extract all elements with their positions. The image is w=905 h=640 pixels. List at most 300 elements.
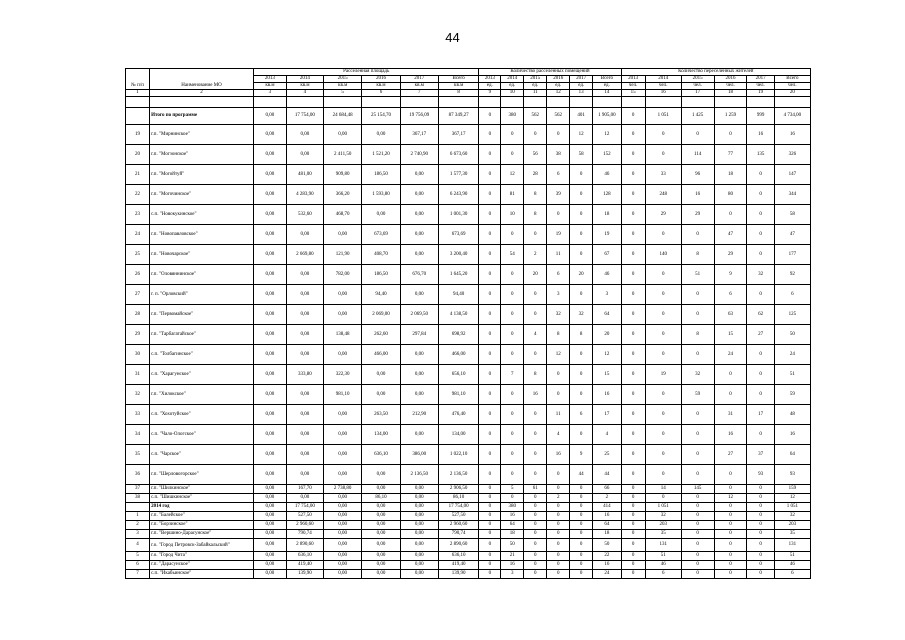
value-cell: 0,00 [254, 521, 287, 530]
value-cell: 0,00 [254, 165, 287, 185]
header-year: 2016 [714, 76, 747, 83]
value-cell: 1 577,30 [438, 165, 478, 185]
value-cell: 16 [593, 561, 621, 570]
value-cell: 58 [774, 205, 810, 225]
value-cell: 16 [547, 445, 570, 465]
header-column-number: 4 [286, 90, 323, 97]
value-cell: 0,00 [400, 225, 438, 245]
value-cell: 527,50 [286, 512, 323, 521]
header-column-number: 10 [501, 90, 524, 97]
value-cell: 0 [479, 125, 501, 145]
value-cell: 0 [570, 165, 593, 185]
value-cell: 0,00 [324, 465, 362, 485]
row-number: 30 [126, 345, 150, 365]
value-cell: 0 [479, 425, 501, 445]
value-cell: 0,00 [362, 465, 400, 485]
value-cell: 0 [524, 425, 547, 445]
value-cell: 1 022,10 [438, 445, 478, 465]
municipality-name: г.п. "Шерловогорское" [150, 465, 254, 485]
value-cell: 0 [479, 494, 501, 503]
value-cell: 0 [645, 405, 681, 425]
value-cell: 562 [547, 108, 570, 125]
value-cell: 12 [570, 125, 593, 145]
value-cell: 0 [714, 552, 747, 561]
value-cell: 0 [681, 561, 714, 570]
header-year: 2017 [570, 76, 593, 83]
value-cell: 18 [593, 205, 621, 225]
value-cell: 3 200,40 [438, 245, 478, 265]
value-cell: 4 [547, 425, 570, 445]
header-rooms-group: Количество расселенных помещений [479, 69, 621, 76]
value-cell: 8 [681, 325, 714, 345]
value-cell: 0,00 [254, 345, 287, 365]
value-cell: 18 [593, 530, 621, 539]
value-cell: 20 [593, 325, 621, 345]
header-unit: чел. [645, 83, 681, 90]
value-cell: 0 [621, 465, 645, 485]
row-number: 27 [126, 285, 150, 305]
municipality-name: с.п. "Икабьинское" [150, 570, 254, 579]
value-cell: 66 [593, 485, 621, 494]
row-number: 4 [126, 539, 150, 552]
value-cell: 0 [547, 539, 570, 552]
municipality-name: г.о. "Город Чита" [150, 552, 254, 561]
value-cell: 0,00 [362, 570, 400, 579]
value-cell: 0 [621, 305, 645, 325]
value-cell: 48 [774, 405, 810, 425]
value-cell: 54 [501, 245, 524, 265]
value-cell: 0 [621, 405, 645, 425]
value-cell: 19 [593, 225, 621, 245]
row-number: 26 [126, 265, 150, 285]
row-number [126, 503, 150, 512]
value-cell: 0 [524, 225, 547, 245]
value-cell: 0 [747, 539, 774, 552]
value-cell: 1 645,20 [438, 265, 478, 285]
value-cell: 636,10 [438, 552, 478, 561]
value-cell: 0 [501, 125, 524, 145]
table-row [126, 425, 811, 445]
header-unit: кв.м [438, 83, 478, 90]
value-cell: 0 [645, 225, 681, 245]
row-number [126, 108, 150, 125]
value-cell: 0 [501, 265, 524, 285]
value-cell: 93 [747, 465, 774, 485]
value-cell: 0 [479, 225, 501, 245]
value-cell: 92 [774, 265, 810, 285]
value-cell: 466,00 [362, 345, 400, 365]
value-cell: 0,00 [254, 285, 287, 305]
value-cell: 0 [747, 530, 774, 539]
value-cell: 0 [645, 345, 681, 365]
header-unit: кв.м [400, 83, 438, 90]
value-cell: 167,70 [286, 485, 323, 494]
value-cell: 0 [524, 552, 547, 561]
value-cell: 0 [570, 539, 593, 552]
value-cell: 0 [645, 125, 681, 145]
value-cell: 0 [747, 385, 774, 405]
value-cell: 203 [774, 521, 810, 530]
value-cell: 0,00 [324, 503, 362, 512]
value-cell: 0 [479, 145, 501, 165]
table-row [126, 245, 811, 265]
value-cell: 44 [570, 465, 593, 485]
value-cell: 134,00 [438, 425, 478, 445]
value-cell: 0,00 [254, 539, 287, 552]
value-cell: 4 734,00 [774, 108, 810, 125]
header-year: 2017 [747, 76, 774, 83]
value-cell: 0,00 [400, 539, 438, 552]
value-cell: 94,40 [438, 285, 478, 305]
value-cell: 0 [570, 285, 593, 305]
value-cell: 0 [747, 345, 774, 365]
value-cell: 96 [681, 165, 714, 185]
value-cell: 0 [621, 365, 645, 385]
value-cell: 0,00 [254, 561, 287, 570]
value-cell: 2 740,90 [400, 145, 438, 165]
value-cell: 0 [524, 503, 547, 512]
value-cell: 0 [714, 385, 747, 405]
value-cell: 81 [501, 185, 524, 205]
value-cell: 6 673,60 [438, 145, 478, 165]
value-cell: 262,60 [362, 325, 400, 345]
municipality-name: г.п. "Первомайское" [150, 305, 254, 325]
value-cell: 0 [714, 125, 747, 145]
table-row [126, 552, 811, 561]
value-cell: 0 [747, 561, 774, 570]
value-cell: 0,00 [254, 325, 287, 345]
value-cell: 0,00 [254, 365, 287, 385]
value-cell: 0 [570, 521, 593, 530]
value-cell: 297,84 [400, 325, 438, 345]
value-cell: 0 [621, 345, 645, 365]
municipality-name: г.п. "Новопавловское" [150, 225, 254, 245]
value-cell: 0 [747, 165, 774, 185]
value-cell: 1 051 [645, 108, 681, 125]
municipality-name: г.п. "Вершино-Дарасунское" [150, 530, 254, 539]
value-cell: 0 [570, 485, 593, 494]
value-cell: 51 [645, 552, 681, 561]
header-year: Всего [774, 76, 810, 83]
row-number: 25 [126, 245, 150, 265]
value-cell: 0,00 [254, 265, 287, 285]
spacer-cell [681, 97, 714, 108]
value-cell: 32 [774, 512, 810, 521]
value-cell: 12 [501, 165, 524, 185]
value-cell: 67 [593, 245, 621, 265]
value-cell: 656,10 [438, 365, 478, 385]
value-cell: 0 [645, 265, 681, 285]
value-cell: 0 [621, 108, 645, 125]
spacer-cell [593, 97, 621, 108]
value-cell: 0 [570, 245, 593, 265]
table-row [126, 570, 811, 579]
municipality-name: г.п. "Могочинское" [150, 185, 254, 205]
value-cell: 32 [547, 305, 570, 325]
value-cell: 46 [645, 561, 681, 570]
value-cell: 177 [774, 245, 810, 265]
municipality-name: 2014 год [150, 503, 254, 512]
header-column-number: 7 [400, 90, 438, 97]
header-area-group: Расселенная площадь [254, 69, 479, 76]
value-cell: 139,90 [286, 570, 323, 579]
value-cell: 138,48 [324, 325, 362, 345]
value-cell: 0 [621, 539, 645, 552]
value-cell: 19 756,09 [400, 108, 438, 125]
value-cell: 0 [524, 561, 547, 570]
total-row [126, 108, 811, 125]
table-row [126, 530, 811, 539]
value-cell: 0 [681, 345, 714, 365]
value-cell: 2 [547, 494, 570, 503]
header-row-column-numbers [126, 90, 811, 97]
value-cell: 0,00 [254, 552, 287, 561]
value-cell: 0 [645, 445, 681, 465]
value-cell: 51 [681, 265, 714, 285]
value-cell: 16 [774, 125, 810, 145]
spacer-cell [362, 97, 400, 108]
header-year: Всего [593, 76, 621, 83]
row-number: 23 [126, 205, 150, 225]
value-cell: 0,00 [286, 405, 323, 425]
value-cell: 0 [524, 305, 547, 325]
value-cell: 9 [714, 265, 747, 285]
header-column-number: 16 [645, 90, 681, 97]
value-cell: 527,50 [438, 512, 478, 521]
value-cell: 673,69 [438, 225, 478, 245]
value-cell: 0 [547, 552, 570, 561]
header-year: 2014 [286, 76, 323, 83]
value-cell: 16 [774, 425, 810, 445]
header-year: 2015 [524, 76, 547, 83]
header-unit: чел. [774, 83, 810, 90]
value-cell: 0 [479, 405, 501, 425]
value-cell: 0 [747, 185, 774, 205]
value-cell: 3 [593, 285, 621, 305]
value-cell: 0 [479, 485, 501, 494]
value-cell: 0 [547, 485, 570, 494]
value-cell: 0,00 [286, 265, 323, 285]
value-cell: 0 [547, 465, 570, 485]
value-cell: 0,00 [400, 345, 438, 365]
value-cell: 0 [501, 465, 524, 485]
value-cell: 56 [524, 145, 547, 165]
value-cell: 35 [774, 530, 810, 539]
header-column-number: 5 [324, 90, 362, 97]
header-year: 2014 [501, 76, 524, 83]
value-cell: 0,00 [324, 521, 362, 530]
value-cell: 0 [645, 285, 681, 305]
header-unit: ед. [524, 83, 547, 90]
value-cell: 0 [524, 345, 547, 365]
value-cell: 77 [714, 145, 747, 165]
value-cell: 16 [593, 512, 621, 521]
value-cell: 386,00 [400, 445, 438, 465]
value-cell: 2 069,00 [362, 305, 400, 325]
value-cell: 5 [501, 485, 524, 494]
value-cell: 0,00 [254, 425, 287, 445]
value-cell: 24 [714, 345, 747, 365]
value-cell: 0,00 [286, 305, 323, 325]
value-cell: 408,70 [362, 245, 400, 265]
header-unit: ед. [479, 83, 501, 90]
table-row [126, 325, 811, 345]
value-cell: 0 [621, 512, 645, 521]
value-cell: 0,00 [324, 305, 362, 325]
municipality-name: с.п. "Шишкинское" [150, 494, 254, 503]
value-cell: 6 [547, 265, 570, 285]
value-cell: 676,70 [400, 265, 438, 285]
value-cell: 15 [714, 325, 747, 345]
value-cell: 2 136,50 [438, 465, 478, 485]
value-cell: 0 [747, 512, 774, 521]
value-cell: 0,00 [254, 494, 287, 503]
value-cell: 24 [593, 570, 621, 579]
value-cell: 186,50 [362, 265, 400, 285]
row-number: 34 [126, 425, 150, 445]
value-cell: 17 754,00 [286, 503, 323, 512]
value-cell: 0 [501, 405, 524, 425]
value-cell: 0,00 [324, 445, 362, 465]
value-cell: 0,00 [324, 539, 362, 552]
value-cell: 212,90 [400, 405, 438, 425]
value-cell: 981,10 [438, 385, 478, 405]
value-cell: 0 [681, 425, 714, 445]
header-column-number: 14 [593, 90, 621, 97]
value-cell: 0 [501, 385, 524, 405]
value-cell: 0,00 [362, 503, 400, 512]
value-cell: 380 [501, 108, 524, 125]
value-cell: 0,00 [254, 445, 287, 465]
spacer-cell [254, 97, 287, 108]
spacer-cell [150, 97, 254, 108]
value-cell: 0 [501, 145, 524, 165]
row-number: 32 [126, 385, 150, 405]
value-cell: 87 349,27 [438, 108, 478, 125]
header-column-number: 18 [714, 90, 747, 97]
value-cell: 248 [645, 185, 681, 205]
value-cell: 2 890,60 [438, 539, 478, 552]
value-cell: 0,00 [254, 530, 287, 539]
municipality-name: г.п. "Оловяннинское" [150, 265, 254, 285]
value-cell: 0 [747, 205, 774, 225]
value-cell: 0 [479, 245, 501, 265]
value-cell: 19 [645, 365, 681, 385]
value-cell: 16 [593, 385, 621, 405]
spacer-cell [774, 97, 810, 108]
value-cell: 51 [774, 365, 810, 385]
value-cell: 0,00 [400, 165, 438, 185]
value-cell: 50 [774, 325, 810, 345]
value-cell: 0 [547, 521, 570, 530]
header-no: № п/п [126, 69, 150, 90]
value-cell: 790,74 [286, 530, 323, 539]
value-cell: 0 [524, 125, 547, 145]
value-cell: 0 [621, 530, 645, 539]
value-cell: 0,00 [286, 425, 323, 445]
municipality-name: с.п. "Чало-Ологское" [150, 425, 254, 445]
value-cell: 0 [747, 365, 774, 385]
value-cell: 1 593,80 [362, 185, 400, 205]
value-cell: 35 [645, 530, 681, 539]
value-cell: 0,00 [286, 125, 323, 145]
value-cell: 8 [547, 325, 570, 345]
value-cell: 0 [621, 205, 645, 225]
value-cell: 14 [645, 485, 681, 494]
value-cell: 0,00 [400, 385, 438, 405]
value-cell: 0,00 [362, 530, 400, 539]
value-cell: 24 684,48 [324, 108, 362, 125]
table-row [126, 165, 811, 185]
value-cell: 0 [501, 425, 524, 445]
value-cell: 0,00 [254, 485, 287, 494]
value-cell: 0,00 [254, 512, 287, 521]
value-cell: 0 [570, 205, 593, 225]
value-cell: 44 [593, 465, 621, 485]
value-cell: 0 [621, 165, 645, 185]
value-cell: 4 [524, 325, 547, 345]
value-cell: 0,00 [324, 512, 362, 521]
header-people-group: Количество переселенных жителей [621, 69, 810, 76]
value-cell: 27 [747, 325, 774, 345]
value-cell: 7 [501, 365, 524, 385]
municipality-name: г.п. "Могзонское" [150, 145, 254, 165]
value-cell: 28 [524, 165, 547, 185]
value-cell: 152 [593, 145, 621, 165]
value-cell: 6 [570, 405, 593, 425]
value-cell: 0 [621, 425, 645, 445]
value-cell: 0 [479, 365, 501, 385]
table-row [126, 185, 811, 205]
value-cell: 64 [593, 521, 621, 530]
value-cell: 326 [774, 145, 810, 165]
value-cell: 32 [570, 305, 593, 325]
value-cell: 6 [645, 570, 681, 579]
value-cell: 0 [747, 485, 774, 494]
value-cell: 0 [570, 503, 593, 512]
value-cell: 0 [479, 465, 501, 485]
value-cell: 0 [501, 494, 524, 503]
value-cell: 0 [747, 570, 774, 579]
value-cell: 0 [547, 570, 570, 579]
spacer-cell [400, 97, 438, 108]
value-cell: 0 [501, 225, 524, 245]
value-cell: 9 [570, 445, 593, 465]
value-cell: 0 [501, 305, 524, 325]
table-row [126, 285, 811, 305]
value-cell: 0,00 [362, 485, 400, 494]
value-cell: 0 [621, 285, 645, 305]
value-cell: 8 [524, 185, 547, 205]
value-cell: 0 [501, 345, 524, 365]
value-cell: 0 [501, 445, 524, 465]
value-cell: 981,10 [324, 385, 362, 405]
header-year: 2013 [621, 76, 645, 83]
value-cell: 0 [714, 570, 747, 579]
value-cell: 12 [774, 494, 810, 503]
header-column-number: 2 [150, 90, 254, 97]
value-cell: 0 [570, 185, 593, 205]
value-cell: 0 [621, 494, 645, 503]
value-cell: 333,80 [286, 365, 323, 385]
table-body [126, 69, 811, 579]
table-row [126, 465, 811, 485]
value-cell: 0,00 [324, 345, 362, 365]
value-cell: 0 [621, 521, 645, 530]
value-cell: 29 [714, 245, 747, 265]
spacer-cell [479, 97, 501, 108]
value-cell: 366,20 [324, 185, 362, 205]
